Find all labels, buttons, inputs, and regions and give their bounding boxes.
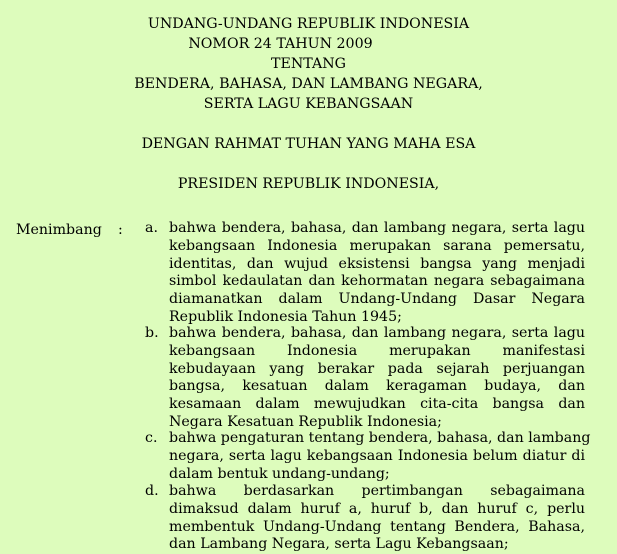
list-item-d (145, 483, 585, 554)
item-letter: a. (145, 220, 158, 236)
text-line: kebudayaan yang berakar pada sejarah perjuangan (169, 360, 585, 377)
item-text (169, 325, 585, 432)
text-line: bangsa, kesatuan dalam keragaman budaya, dan (169, 378, 585, 395)
text-line: bahwa bendera, bahasa, dan lambang negara, serta lagu (169, 325, 585, 341)
item-text (169, 220, 585, 327)
text-line: negara, serta lagu kebangsaan Indonesia belum diatur di (169, 447, 585, 464)
law-number: NOMOR 24 TAHUN 2009 (188, 36, 373, 52)
text-line: dalam bentuk undang-undang; (169, 465, 390, 482)
text-line: dan Lambang Negara, serta Lagu Kebangsaan; (169, 536, 509, 553)
item-text (169, 483, 585, 554)
text-line: Republik Indonesia Tahun 1945; (169, 308, 402, 325)
text-line: kesamaan dalam mewujudkan cita-cita bangsa dan (169, 396, 585, 413)
text-line: bahwa bendera, bahasa, dan lambang negara, serta lagu (169, 220, 585, 236)
document-header (0, 14, 617, 114)
item-text (169, 430, 591, 483)
text-line: kebangsaan Indonesia merupakan manifestasi (169, 342, 585, 359)
list-item-c (145, 430, 591, 483)
law-subject-line1: BENDERA, BAHASA, DAN LAMBANG NEGARA, (134, 76, 483, 92)
list-item-a (145, 220, 585, 327)
text-line: dimaksud dalam huruf a, huruf b, dan huruf c, perlu (169, 500, 585, 517)
president-heading: PRESIDEN REPUBLIK INDONESIA, (177, 176, 440, 192)
text-line: identitas, dan wujud eksistensi bangsa yang menjadi (169, 255, 585, 272)
text-line: bahwa pengaturan tentang bendera, bahasa, dan lambang (169, 430, 591, 446)
text-line: kebangsaan Indonesia merupakan sarana pemersatu, (169, 237, 585, 254)
item-letter: d. (145, 483, 159, 499)
list-item-b (145, 325, 585, 432)
text-line: Negara Kesatuan Republik Indonesia; (169, 413, 442, 430)
text-line: membentuk Undang-Undang tentang Bendera, Bahasa, (169, 518, 585, 535)
text-line: bahwa berdasarkan pertimbangan sebagaimana (169, 483, 585, 499)
text-line: simbol kedaulatan dan kehormatan negara sebagaimana (169, 273, 585, 290)
law-subject-line2: SERTA LAGU KEBANGSAAN (203, 96, 414, 112)
item-letter: c. (145, 430, 158, 446)
item-letter: b. (145, 325, 159, 341)
text-line: diamanatkan dalam Undang-Undang Dasar Negara (169, 291, 585, 308)
law-title: UNDANG-UNDANG REPUBLIK INDONESIA (147, 16, 470, 32)
section-label: Menimbang (16, 222, 102, 238)
section-colon: : (118, 222, 123, 238)
about-label: TENTANG (271, 56, 346, 72)
preamble-invocation: DENGAN RAHMAT TUHAN YANG MAHA ESA (141, 136, 476, 152)
